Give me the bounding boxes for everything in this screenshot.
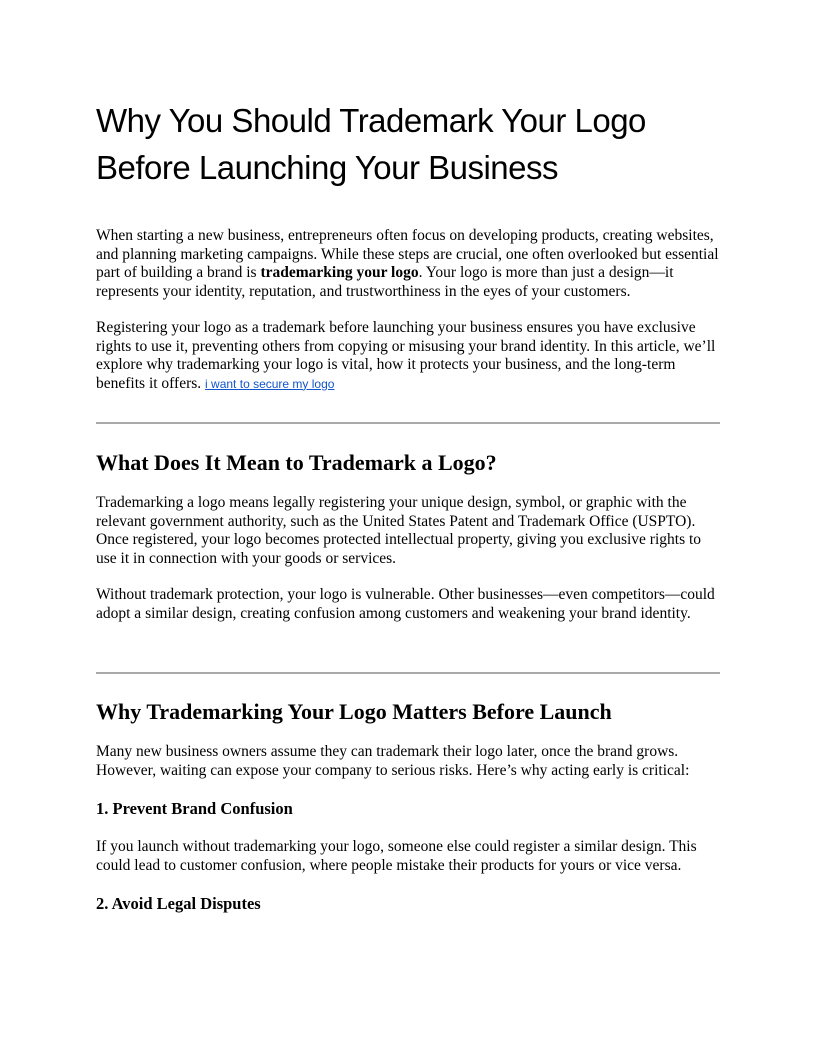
intro-paragraph-2-text: Registering your logo as a trademark before launching your business ensures you have exclusive rights to use it, preventing others from copying or misusing your brand identity. In this article, we’ll explore why trademarking your logo is vital, how it protects your business, and the long-term benefits it offers. bbox=[96, 319, 716, 392]
section1-paragraph-2: Without trademark protection, your logo is vulnerable. Other businesses—even competitors—could adopt a similar design, creating confusion among customers and weakening your brand identity. bbox=[96, 586, 715, 622]
subheading-prevent-confusion: 1. Prevent Brand Confusion bbox=[96, 799, 293, 818]
title-line-2: Before Launching Your Business bbox=[96, 149, 559, 186]
title-line-1: Why You Should Trademark Your Logo bbox=[96, 102, 646, 139]
intro-bold-phrase: trademarking your logo bbox=[260, 264, 419, 282]
page-title bbox=[96, 97, 720, 191]
section-heading-what-is-trademark: What Does It Mean to Trademark a Logo? bbox=[96, 450, 497, 475]
prevent-confusion-paragraph: If you launch without trademarking your logo, someone else could register a similar design. This could lead to customer confusion, where people mistake their products for yours or vice versa. bbox=[96, 838, 697, 874]
section-divider-2 bbox=[96, 672, 720, 674]
section1-paragraph-1: Trademarking a logo means legally registering your unique design, symbol, or graphic with the relevant government authority, such as the United States Patent and Trademark Office (USPTO). Once registered, your logo becomes protected intellectual property, giving you exclusive rights to use it in connection with your goods or services. bbox=[96, 494, 702, 567]
intro-text-start: When starting a new business, entrepreneurs often focus on developing products, creating websites, and planning marketing campaigns. While these steps are crucial, one often overlooked but essential part of building a brand is bbox=[96, 227, 719, 282]
intro-paragraph-2 bbox=[96, 319, 720, 393]
section-heading-why-before-launch: Why Trademarking Your Logo Matters Before Launch bbox=[96, 699, 612, 724]
section-divider-1 bbox=[96, 422, 720, 424]
intro-paragraph-1 bbox=[96, 227, 720, 301]
section2-paragraph-1: Many new business owners assume they can trademark their logo later, once the brand grows. However, waiting can expose your company to serious risks. Here’s why acting early is critical: bbox=[96, 743, 690, 779]
subheading-avoid-disputes: 2. Avoid Legal Disputes bbox=[96, 894, 261, 913]
intro-text-end: . Your logo is more than just a design—it represents your identity, reputation, and trustworthiness in the eyes of your customers. bbox=[96, 264, 674, 300]
secure-logo-link[interactable]: i want to secure my logo bbox=[205, 376, 335, 391]
